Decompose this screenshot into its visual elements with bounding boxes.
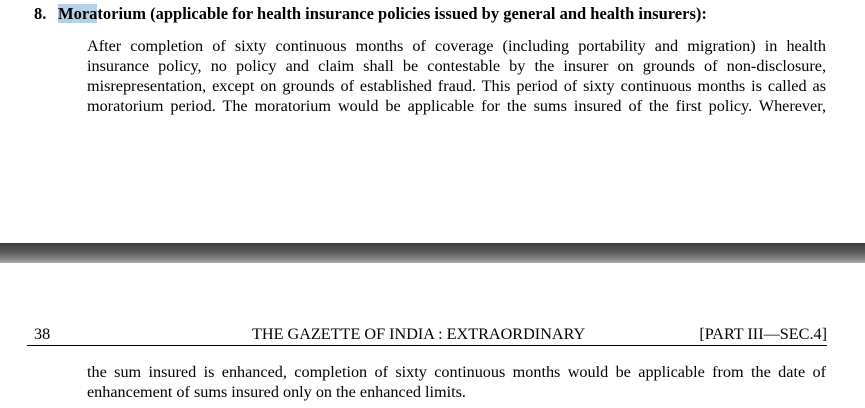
running-header (27, 323, 827, 345)
header-rule (27, 345, 827, 346)
section-paragraph (87, 36, 826, 116)
continuation-paragraph (87, 362, 826, 402)
page-break-separator (0, 243, 865, 263)
selected-text-highlight[interactable]: Mora (58, 4, 98, 23)
paragraph-line: misrepresentation, except on grounds of established fraud. This period of sixty continuous months is called as (87, 77, 826, 95)
paragraph-line: moratorium period. The moratorium would be applicable for the sums insured of the first policy. Wherever, (87, 97, 826, 115)
paragraph-line: the sum insured is enhanced, completion of sixty continuous months would be applicable from the date of (87, 363, 826, 381)
part-section-label: [PART III—SEC.4] (699, 325, 827, 343)
section-heading (34, 4, 707, 24)
section-title: torium (applicable for health insurance policies issued by general and health insurers): (97, 4, 707, 23)
paragraph-line: insurance policy, no policy and claim shall be contestable by the insurer on grounds of non-disclosure, (87, 57, 826, 75)
paragraph-line: enhancement of sums insured only on the enhanced limits. (87, 383, 466, 401)
page-number: 38 (34, 325, 51, 343)
section-number: 8. (34, 4, 47, 23)
paragraph-line: After completion of sixty continuous months of coverage (including portability and migration) in health (87, 37, 826, 55)
gazette-title: THE GAZETTE OF INDIA : EXTRAORDINARY (252, 325, 586, 343)
